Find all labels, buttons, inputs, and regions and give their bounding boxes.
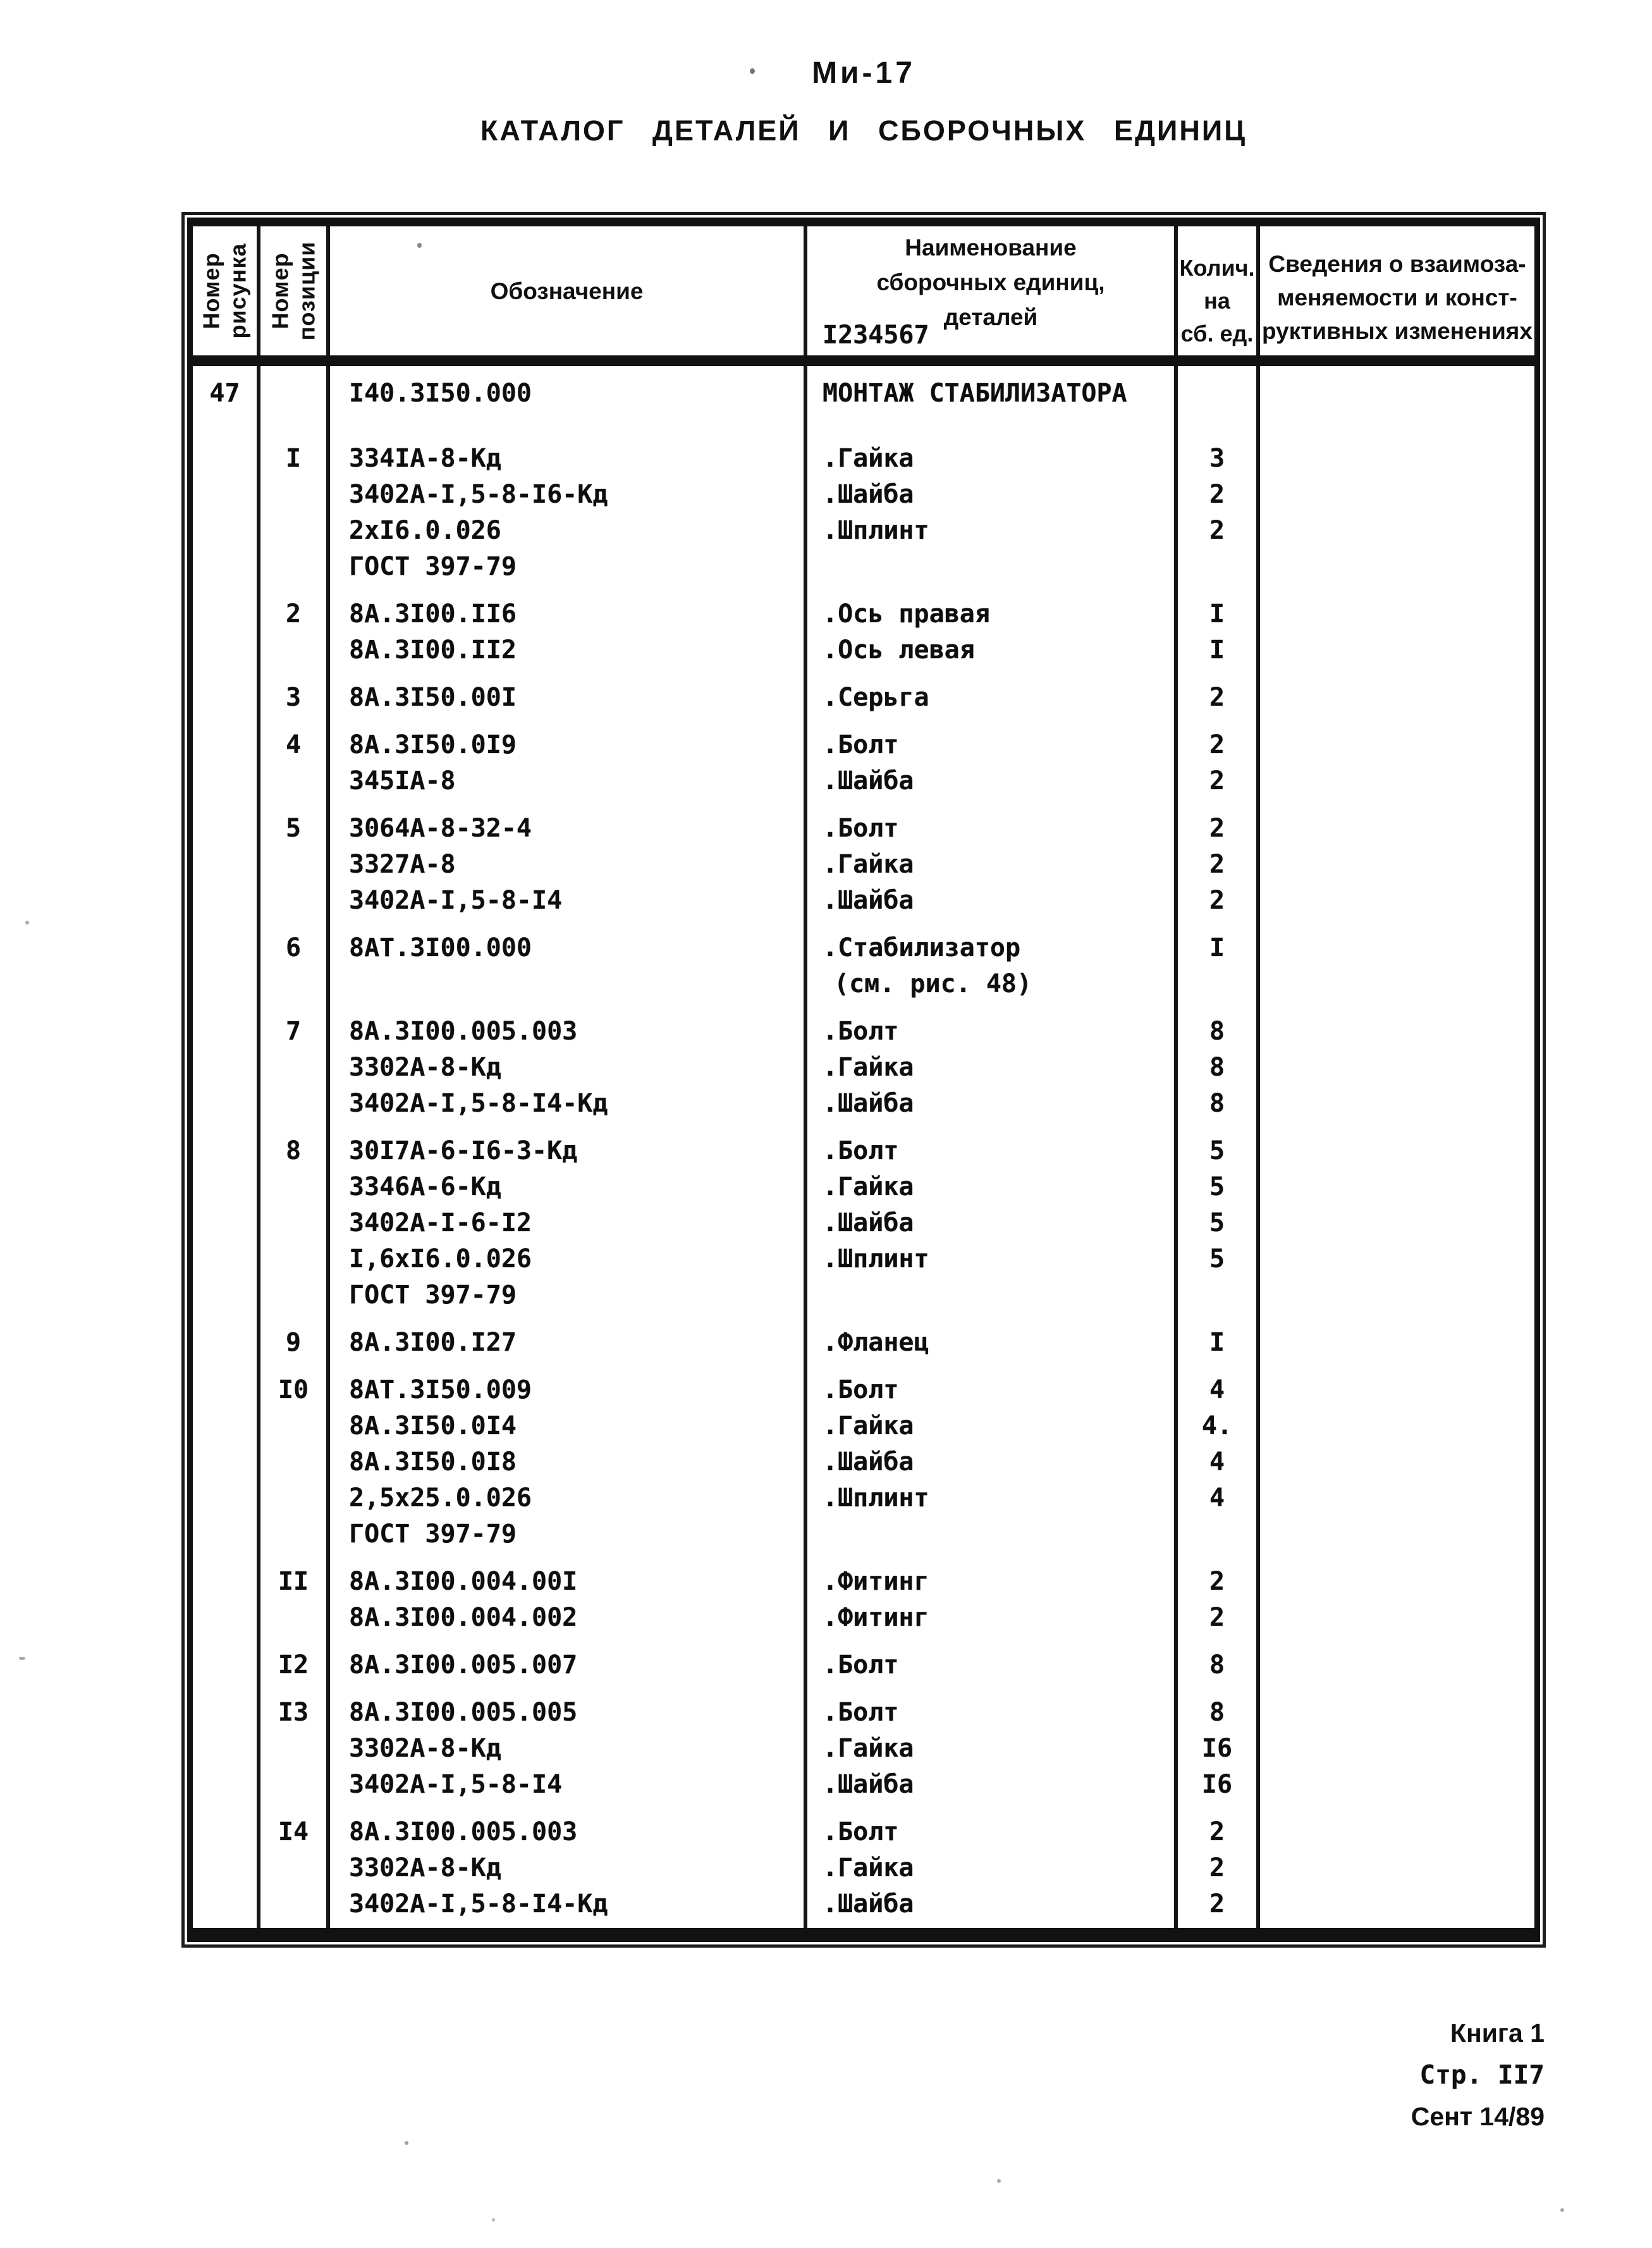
- table-cell-line: .Гайка: [823, 1053, 914, 1082]
- table-cell-line: .Болт: [823, 1136, 899, 1165]
- table-cell-line: 4.: [1201, 1411, 1233, 1440]
- header-cell-quantity: [1178, 226, 1260, 355]
- position-number-label: Номер позиции: [267, 241, 319, 341]
- table-cell-line: 30I7А-6-I6-3-Кд: [349, 1136, 578, 1165]
- footer-book-label: Книга 1: [1450, 2018, 1545, 2048]
- header-cell-name: [807, 226, 1178, 355]
- interchangeability-label-line: руктивных изменениях: [1262, 318, 1533, 344]
- table-cell-line: ГОСТ 397-79: [349, 1281, 517, 1310]
- table-cell-line: 2: [1209, 814, 1225, 843]
- table-cell-line: .Болт: [823, 1375, 899, 1404]
- quantity-label-line: сб. ед.: [1180, 321, 1254, 347]
- table-cell-line: 3402А-I,5-8-I4-Кд: [349, 1889, 608, 1919]
- table-cell-line: 3: [1209, 444, 1225, 473]
- table-cell-line: .Шайба: [823, 1089, 914, 1118]
- table-cell-line: .Болт: [823, 1650, 899, 1680]
- table-cell-line: (см. рис. 48): [834, 969, 1032, 998]
- table-cell-line: 8: [1209, 1017, 1225, 1046]
- scan-artifact: [19, 1657, 25, 1660]
- table-cell-line: I: [1209, 933, 1225, 962]
- table-cell-line: .Стабилизатор: [823, 933, 1021, 962]
- table-cell-line: 8АТ.3I50.009: [349, 1375, 532, 1404]
- table-cell-line: 2: [1209, 516, 1225, 545]
- table-cell-line: 8А.3I00.I27: [349, 1328, 517, 1357]
- table-cell-line: I: [1209, 1328, 1225, 1357]
- table-cell-line: 2: [1209, 683, 1225, 712]
- table-cell-line: .Ось правая: [823, 599, 990, 629]
- table-cell-line: 8: [1209, 1650, 1225, 1680]
- table-cell-line: 2: [1209, 886, 1225, 915]
- table-cell-line: .Болт: [823, 1817, 899, 1846]
- scan-artifact: [1560, 2208, 1564, 2212]
- table-cell-line: 8А.3I50.0I9: [349, 730, 517, 759]
- table-body: [193, 366, 1534, 1928]
- table-cell-line: 3402А-I-6-I2: [349, 1208, 532, 1238]
- body-col-interchangeability: [1260, 366, 1534, 1928]
- table-cell-line: 47: [209, 379, 240, 408]
- header-cell-figure-number: [193, 226, 260, 355]
- table-cell-line: 8А.3I50.0I8: [349, 1447, 517, 1477]
- table-cell-line: 8А.3I00.005.003: [349, 1017, 578, 1046]
- table-cell-line: I0: [278, 1375, 309, 1404]
- table-cell-line: .Шайба: [823, 766, 914, 795]
- body-col-figure-number: [193, 366, 260, 1928]
- table-cell-line: I4: [278, 1817, 309, 1846]
- table-cell-line: .Фланец: [823, 1328, 929, 1357]
- table-cell-line: .Болт: [823, 814, 899, 843]
- table-cell-line: 3302А-8-Кд: [349, 1053, 501, 1082]
- scan-artifact: [405, 2141, 408, 2145]
- table-cell-line: I,6хI6.0.026: [349, 1244, 532, 1274]
- header-cell-designation: [330, 226, 807, 355]
- body-col-position-number: [260, 366, 330, 1928]
- name-label-line: сборочных единиц,: [876, 269, 1105, 295]
- table-cell-line: I: [1209, 599, 1225, 629]
- table-cell-line: 8АТ.3I00.000: [349, 933, 532, 962]
- table-cell-line: .Шайба: [823, 1447, 914, 1477]
- table-cell-line: 3346А-6-Кд: [349, 1172, 501, 1201]
- footer-page-label: Стр. II7: [1419, 2060, 1545, 2090]
- name-label-line: Наименование: [905, 235, 1077, 261]
- table-cell-line: I: [285, 444, 302, 473]
- table-cell-line: 7: [285, 1017, 302, 1046]
- table-cell-line: 2: [1209, 766, 1225, 795]
- table-cell-line: .Ось левая: [823, 636, 975, 665]
- table-cell-line: .Шайба: [823, 1208, 914, 1238]
- table-cell-line: .Шплинт: [823, 1244, 929, 1274]
- table-cell-line: .Шплинт: [823, 516, 929, 545]
- table-cell-line: 2: [1209, 1603, 1225, 1632]
- table-cell-line: 3402А-I,5-8-I6-Кд: [349, 480, 608, 509]
- doc-subtitle: КАТАЛОГ ДЕТАЛЕЙ И СБОРОЧНЫХ ЕДИНИЦ: [480, 114, 1247, 147]
- table-cell-line: 2: [1209, 730, 1225, 759]
- table-cell-line: I3: [278, 1698, 309, 1727]
- table-cell-line: 334IА-8-Кд: [349, 444, 501, 473]
- table-cell-line: 2: [1209, 1817, 1225, 1846]
- table-cell-line: 6: [285, 933, 302, 962]
- table-cell-line: 3302А-8-Кд: [349, 1853, 501, 1883]
- table-cell-line: 8А.3I00.005.007: [349, 1650, 578, 1680]
- table-cell-line: 5: [1209, 1208, 1225, 1238]
- table-cell-line: 8А.3I00.005.005: [349, 1698, 578, 1727]
- table-cell-line: 2: [1209, 1567, 1225, 1596]
- figure-number-label: Номер рисунка: [198, 243, 251, 339]
- table-cell-line: 8А.3I50.00I: [349, 683, 517, 712]
- header-cell-position-number: [260, 226, 330, 355]
- designation-label: Обозначение: [490, 278, 644, 304]
- table-cell-line: I40.3I50.000: [349, 379, 532, 408]
- table-cell-line: 2,5х25.0.026: [349, 1483, 532, 1513]
- table-cell-line: 2: [1209, 1889, 1225, 1919]
- table-cell-line: I: [1209, 636, 1225, 665]
- table-cell-line: 3: [285, 683, 302, 712]
- table-cell-line: 9: [285, 1328, 302, 1357]
- page-footer: [1411, 2012, 1545, 2137]
- table-cell-line: 8А.3I50.0I4: [349, 1411, 517, 1440]
- table-cell-line: 5: [1209, 1172, 1225, 1201]
- table-cell-line: 5: [1209, 1244, 1225, 1274]
- table-cell-line: 4: [1209, 1483, 1225, 1513]
- table-cell-line: 5: [285, 814, 302, 843]
- table-cell-line: 4: [285, 730, 302, 759]
- scan-artifact: [492, 2218, 495, 2221]
- table-cell-line: I6: [1201, 1734, 1233, 1763]
- table-cell-line: I2: [278, 1650, 309, 1680]
- table-cell-line: .Гайка: [823, 1411, 914, 1440]
- table-cell-line: .Гайка: [823, 444, 914, 473]
- table-cell-line: .Шайба: [823, 1770, 914, 1799]
- scan-artifact: [750, 68, 755, 74]
- table-cell-line: 8: [1209, 1698, 1225, 1727]
- table-cell-line: 8А.3I00.004.00I: [349, 1567, 578, 1596]
- table-cell-line: .Гайка: [823, 1172, 914, 1201]
- table-cell-line: 2: [1209, 480, 1225, 509]
- table-cell-line: 345IА-8: [349, 766, 456, 795]
- footer-date-label: Сент 14/89: [1410, 2102, 1545, 2131]
- table-cell-line: 8А.3I00.005.003: [349, 1817, 578, 1846]
- table-cell-line: 2: [1209, 1853, 1225, 1883]
- column-numbers-code: I234567: [823, 321, 929, 350]
- table-cell-line: ГОСТ 397-79: [349, 1520, 517, 1549]
- table-cell-line: .Болт: [823, 730, 899, 759]
- table-cell-line: 3302А-8-Кд: [349, 1734, 501, 1763]
- table-cell-line: .Шайба: [823, 886, 914, 915]
- table-cell-line: .Шайба: [823, 480, 914, 509]
- table-cell-line: 3402А-I,5-8-I4: [349, 1770, 563, 1799]
- table-cell-line: 2: [1209, 850, 1225, 879]
- scan-artifact: [417, 243, 422, 248]
- table-cell-line: .Фитинг: [823, 1567, 929, 1596]
- table-cell-line: 3064А-8-32-4: [349, 814, 532, 843]
- table-cell-line: I6: [1201, 1770, 1233, 1799]
- table-cell-line: 8А.3I00.II2: [349, 636, 517, 665]
- table-cell-line: 2хI6.0.026: [349, 516, 501, 545]
- scan-artifact: [997, 2179, 1001, 2183]
- table-cell-line: .Гайка: [823, 1734, 914, 1763]
- quantity-label-line: на: [1204, 288, 1230, 314]
- table-cell-line: 3327А-8: [349, 850, 456, 879]
- table-cell-line: 3402А-I,5-8-I4: [349, 886, 563, 915]
- scan-artifact: [25, 921, 29, 924]
- table-cell-line: II: [278, 1567, 309, 1596]
- table-cell-line: 8А.3I00.II6: [349, 599, 517, 629]
- table-cell-line: 4: [1209, 1447, 1225, 1477]
- quantity-label-line: Колич.: [1179, 255, 1255, 281]
- body-col-quantity: [1178, 366, 1260, 1928]
- title-block: [187, 56, 1540, 147]
- table-cell-line: 8А.3I00.004.002: [349, 1603, 578, 1632]
- header-cell-interchangeability: [1260, 226, 1534, 355]
- table-header: [193, 226, 1534, 366]
- table-cell-line: .Шплинт: [823, 1483, 929, 1513]
- parts-table: [187, 218, 1540, 1942]
- table-cell-line: 5: [1209, 1136, 1225, 1165]
- table-cell-line: ГОСТ 397-79: [349, 552, 517, 581]
- table-cell-line: 4: [1209, 1375, 1225, 1404]
- table-cell-line: 8: [1209, 1053, 1225, 1082]
- table-cell-line: .Болт: [823, 1698, 899, 1727]
- name-label-line: деталей: [943, 304, 1038, 330]
- table-cell-line: .Болт: [823, 1017, 899, 1046]
- table-cell-line: .Шайба: [823, 1889, 914, 1919]
- interchangeability-label-line: Сведения о взаимоза-: [1268, 251, 1526, 277]
- body-col-name: [807, 366, 1178, 1928]
- table-cell-line: МОНТАЖ СТАБИЛИЗАТОРА: [823, 379, 1127, 408]
- table-cell-line: .Серьга: [823, 683, 929, 712]
- table-cell-line: .Гайка: [823, 850, 914, 879]
- table-cell-line: 2: [285, 599, 302, 629]
- page-title: Ми-17: [812, 56, 915, 90]
- table-cell-line: 8: [285, 1136, 302, 1165]
- table-cell-line: .Гайка: [823, 1853, 914, 1883]
- table-cell-line: 3402А-I,5-8-I4-Кд: [349, 1089, 608, 1118]
- table-cell-line: .Фитинг: [823, 1603, 929, 1632]
- body-col-designation: [330, 366, 807, 1928]
- interchangeability-label-line: меняемости и конст-: [1277, 285, 1517, 310]
- table-cell-line: 8: [1209, 1089, 1225, 1118]
